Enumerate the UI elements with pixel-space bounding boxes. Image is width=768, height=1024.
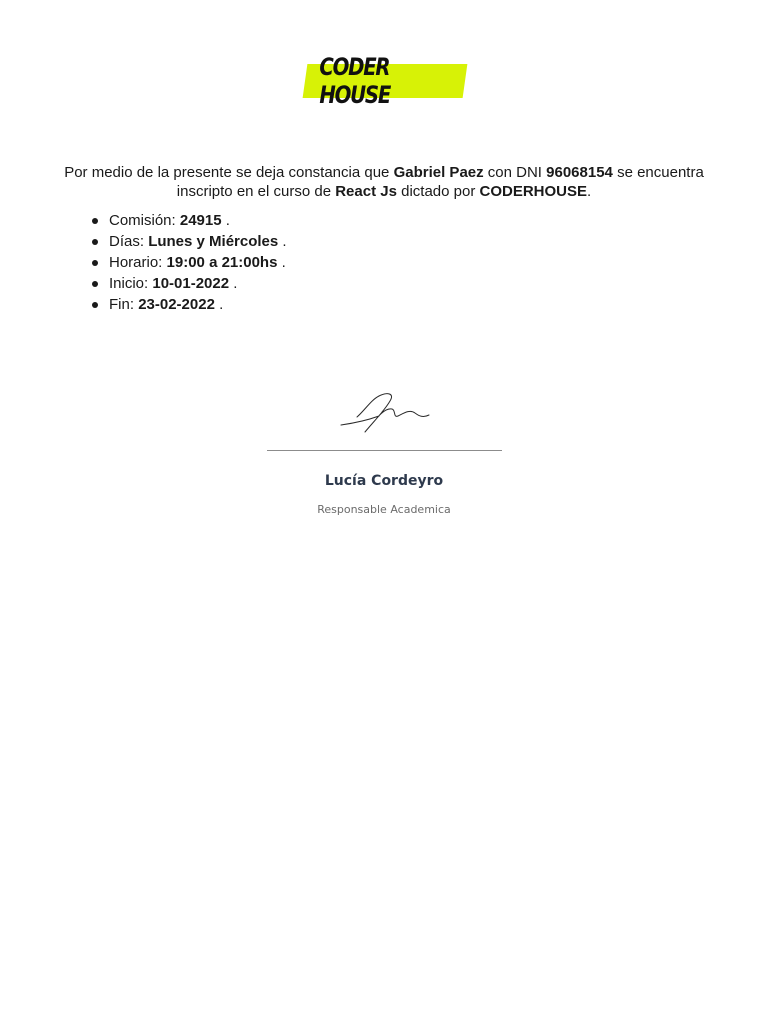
student-dni: 96068154 <box>546 164 613 181</box>
detail-value: 24915 <box>179 212 222 229</box>
detail-start <box>90 273 287 294</box>
certificate-statement <box>60 163 708 201</box>
signature-line <box>267 450 502 451</box>
handwritten-signature <box>335 388 435 438</box>
detail-label: Comisión: <box>109 212 180 229</box>
detail-label: Fin: <box>109 296 139 313</box>
detail-days <box>90 231 287 252</box>
signer-role: Responsable Academica <box>317 503 451 516</box>
detail-label: Horario: <box>109 254 167 271</box>
signer-name: Lucía Cordeyro <box>324 473 444 489</box>
statement-text: dictado por <box>396 183 480 200</box>
detail-value: 19:00 a 21:00hs <box>166 254 278 271</box>
detail-label: Días: <box>109 233 149 250</box>
detail-value: 23-02-2022 <box>138 296 215 313</box>
statement-text: Por medio de la presente se deja constancia que <box>64 164 394 181</box>
detail-value: Lunes y Miércoles <box>148 233 279 250</box>
statement-text: . <box>587 183 592 200</box>
detail-label: Inicio: <box>109 275 153 292</box>
detail-suffix: . <box>221 212 230 229</box>
detail-suffix: . <box>278 233 287 250</box>
detail-commission <box>90 210 287 231</box>
detail-value: 10-01-2022 <box>152 275 230 292</box>
statement-text: se encuentra inscripto en el curso de <box>176 164 704 200</box>
detail-schedule <box>90 252 287 273</box>
logo-text: CODER HOUSE <box>319 53 391 109</box>
coderhouse-logo <box>305 53 465 109</box>
detail-end <box>90 294 287 315</box>
statement-text: con DNI <box>483 164 547 181</box>
detail-suffix: . <box>277 254 286 271</box>
detail-suffix: . <box>214 296 224 313</box>
course-name: React Js <box>335 183 397 200</box>
student-name: Gabriel Paez <box>393 164 484 181</box>
detail-suffix: . <box>229 275 238 292</box>
institution-name: CODERHOUSE <box>479 183 588 200</box>
course-details-list <box>90 210 287 315</box>
